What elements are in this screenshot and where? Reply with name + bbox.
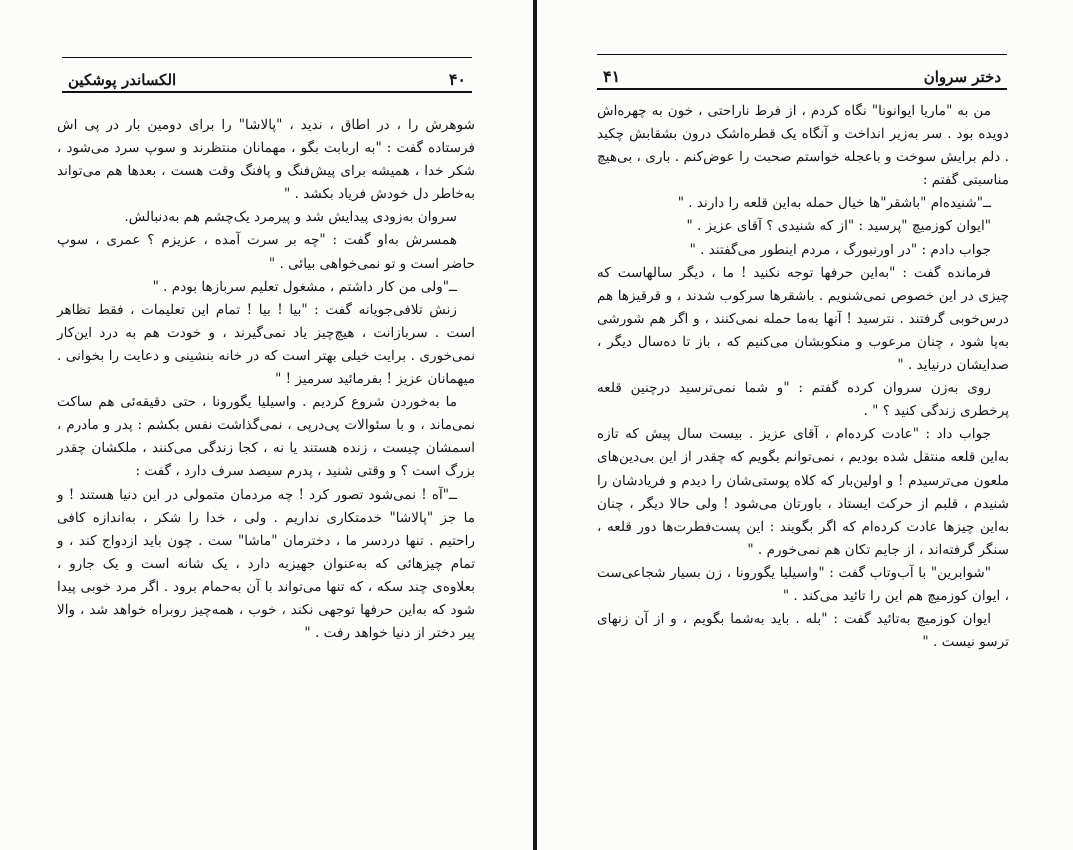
left-page-header (62, 67, 472, 93)
paragraph: من به "ماریا ایوانونا" نگاه کردم ، از فرط ناراحتی ، خون به چهره‌اش دویده بود . سر به‌زیر انداخت و آنگاه یک قطره‌اشک درون بشقابش چکید . دلم برایش سوخت و باعجله خواستم صحبت را عوض‌کنم . باری ، بی‌هیچ مناسبتی گفتم : (597, 103, 1009, 189)
right-page (537, 0, 1073, 850)
paragraph: روی به‌زن سروان کرده گفتم : "و شما نمی‌ترسید درچنین قلعه پرخطری زندگی کنید ؟ " . (597, 380, 1009, 420)
paragraph: ــ"آه ! نمی‌شود تصور کرد ! چه مردمان متمولی در این دنیا هستند ! و ما جز "پالاشا" خدمتکاری نداریم . ولی ، خدا را شکر ، به‌اندازه کافی راحتیم . تنها دردسر ما ، دخترمان "ماشا" ست . چون باید ازدواج کند ، و تمام چیزهائی که به‌عنوان جهیزیه دارد ، یک شانه است و یک جارو ، بعلاوه‌ی چند سکه ، که تنها می‌تواند با آن به‌حمام برود . اگر مرد خوبی پیدا شود که به‌این حرفها توجهی نکند ، خوب ، همه‌چیز روبراه خواهد شد ، والا پیر دختر از دنیا خواهد رفت . " (57, 486, 475, 642)
paragraph: زنش تلافی‌جویانه گفت : "بیا ! بیا ! تمام این تعلیمات ، فقط تظاهر است . سربازانت ، هیچ‌چیز یاد نمی‌گیرند ، و خودت هم به درد این‌کار نمی‌خوری . برایت خیلی بهتر است که در خانه بنشینی و دعایت را بخوانی . میهمانان عزیز ! بفرمائید سرمیز ! " (57, 301, 475, 388)
paragraph: "ایوان کوزمیچ "پرسید : "از که شنیدی ؟ آقای عزیز . " (686, 218, 991, 235)
left-page-body (57, 114, 475, 645)
running-title: الکساندر پوشکین (68, 71, 177, 89)
header-top-rule (597, 54, 1007, 55)
paragraph: ما به‌خوردن شروع کردیم . واسیلیا یگورونا ، حتی دقیقه‌ئی هم ساکت نمی‌ماند ، و با سئوالات پی‌درپی ، نمی‌گذاشت نفس بکشم : پدر و مادرم ، اسمشان چیست ، زنده هستند یا نه ، کجا زندگی می‌کنند ، ملکشان چقدر بزرگ است ؟ و وقتی شنید ، پدرم سیصد سرف دارد ، گفت : (57, 394, 475, 480)
paragraph: سروان به‌زودی پیدایش شد و پیرمرد یک‌چشم هم به‌دنبالش. (124, 209, 457, 226)
paragraph: "شوابرین" با آب‌وتاب گفت : "واسیلیا یگورونا ، زن بسیار شجاعی‌ست ، ایوان کوزمیچ هم این را تائید می‌کند . " (597, 564, 1009, 604)
paragraph: شوهرش را ، در اطاق ، ندید ، "پالاشا" را برای دومین بار در پی اش فرستاده گفت : "به اربابت بگو ، مهمانان منتظرند و سوپ سرد می‌شود ، شکر خدا ، همیشه برای پیش‌فنگ و پافنگ وقت هست ، بعدها هم می‌تواند به‌خاطر دل خودش فریاد بکشد . " (57, 117, 475, 203)
paragraph: همسرش به‌او گفت : "چه بر سرت آمده ، عزیزم ؟ عمری ، سوپ حاضر است و تو نمی‌خواهی بیائی . " (57, 232, 475, 272)
running-title: دختر سروان (923, 68, 1001, 86)
paragraph: فرمانده گفت : "به‌این حرفها توجه نکنید ! ما ، دیگر سالهاست که چیزی در این خصوص نمی‌شنویم . باشقرها سرکوب شدند ، و قرقیزها هم درس‌خوبی گرفتند . نترسید ! آنها به‌ما حمله نمی‌کنند ، و اگر هم شورشی به‌پا شود ، چنان مرعوب و منکوبشان می‌کنیم که ، باز تا ده‌سال دیگر ، صدایشان درنیاید . " (597, 264, 1009, 374)
right-page-body (597, 100, 1009, 654)
paragraph: ایوان کوزمیچ به‌تائید گفت : "بله . باید به‌شما بگویم ، و از آن زنهای ترسو نیست . " (597, 611, 1009, 651)
page-number: ۴۰ (448, 70, 466, 89)
page-number: ۴۱ (603, 67, 621, 86)
paragraph: ــ"ولی من کار داشتم ، مشغول تعلیم سربازها بودم . " (152, 278, 457, 295)
header-top-rule (62, 57, 472, 58)
paragraph: جواب دادم : "در اورنبورگ ، مردم اینطور می‌گفتند . " (689, 241, 991, 258)
paragraph: ــ"شنیده‌ام "باشقر"ها خیال حمله به‌این قلعه را دارند . " (677, 195, 991, 212)
left-page (0, 0, 533, 850)
paragraph: جواب داد : "عادت کرده‌ام ، آقای عزیز . بیست سال پیش که تازه به‌این قلعه منتقل شده بودیم ، نمی‌توانم بگویم که چقدر از این بی‌دین‌های ملعون می‌ترسیدم ! و اولین‌بار که کلاه پوستی‌شان را دیدم و فریادشان را شنیدم ، قلبم از حرکت ایستاد ، باورتان می‌شود ! ولی حالا دیگر ، چنان به‌این چیزها عادت کرده‌ام که اگر بگویند : این پست‌فطرت‌ها دور قلعه ، سنگر گرفته‌اند ، از جایم تکان هم نمی‌خورم . " (597, 426, 1009, 558)
right-page-header (597, 64, 1007, 90)
